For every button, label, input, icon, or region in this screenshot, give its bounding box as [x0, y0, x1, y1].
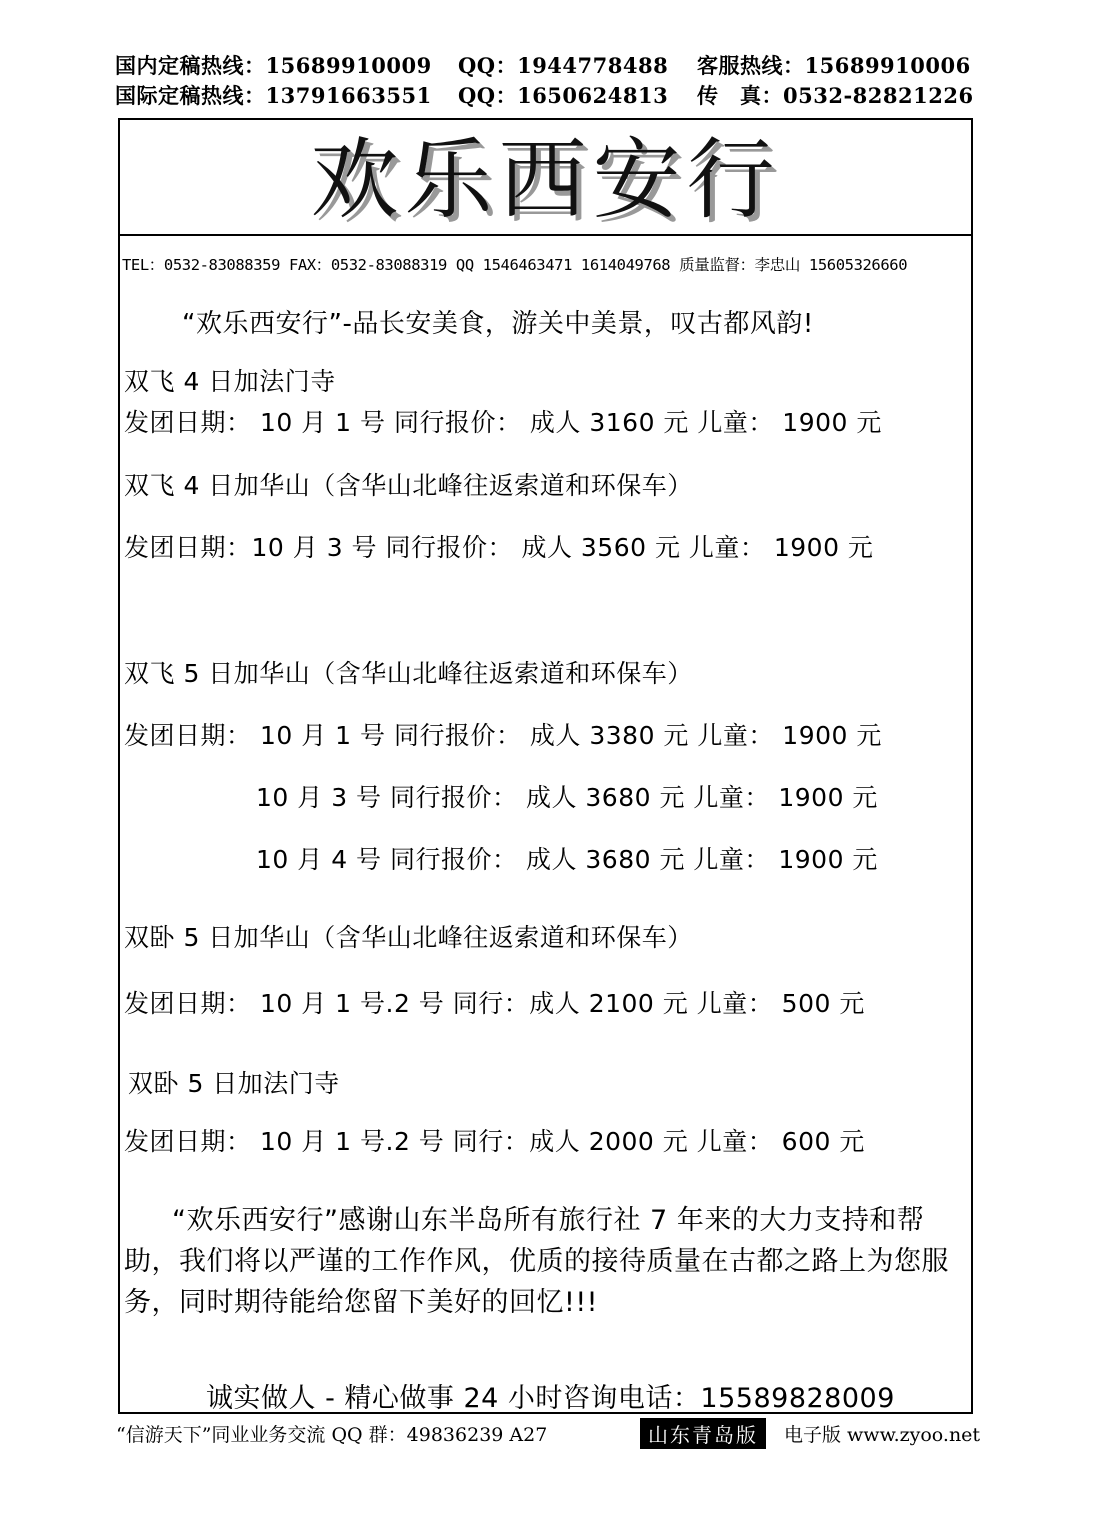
- contact-line: TEL：0532-83088359 FAX：0532-83088319 QQ 1546463471 1614049768 质量监督：李忠山 15605326660: [122, 256, 908, 274]
- footer: [116, 1418, 981, 1447]
- departure-row: 10 月 4 号 同行报价： 成人 3680 元 儿童： 1900 元: [256, 845, 878, 874]
- departure-row: 发团日期： 10 月 1 号 同行报价： 成人 3160 元 儿童： 1900 元: [124, 408, 882, 437]
- advertisement-frame: [118, 118, 973, 1414]
- edition-badge: 山东青岛版: [640, 1418, 766, 1449]
- footer-qq-group: “信游天下”同业业务交流 QQ 群：49836239 A27: [116, 1424, 548, 1446]
- tour-name-1: 双飞 4 日加法门寺: [124, 367, 336, 396]
- tour-name-4: 双卧 5 日加华山（含华山北峰往返索道和环保车）: [124, 923, 693, 952]
- service-hotline: 客服热线：15689910006: [697, 53, 971, 78]
- departure-row: 发团日期： 10 月 1 号.2 号 同行：成人 2000 元 儿童： 600 元: [124, 1127, 865, 1156]
- ad-title: 欢乐西安行: [120, 124, 971, 236]
- closing-paragraph: “欢乐西安行”感谢山东半岛所有旅行社 7 年来的大力支持和帮助，我们将以严谨的工作作风，优质的接待质量在古都之路上为您服务，同时期待能给您留下美好的回忆!!!: [124, 1205, 949, 1318]
- qq-number-2: QQ：1650624813: [458, 83, 669, 108]
- tour-name-3: 双飞 5 日加华山（含华山北峰往返索道和环保车）: [124, 659, 693, 688]
- motto-and-phone: 诚实做人 - 精心做事 24 小时咨询电话：15589828009: [206, 1383, 895, 1414]
- tour-name-2: 双飞 4 日加华山（含华山北峰往返索道和环保车）: [124, 471, 693, 500]
- departure-row: 发团日期： 10 月 1 号.2 号 同行：成人 2100 元 儿童： 500 元: [124, 989, 865, 1018]
- departure-row: 发团日期：10 月 3 号 同行报价： 成人 3560 元 儿童： 1900 元: [124, 533, 874, 562]
- qq-number-1: QQ：1944778488: [458, 53, 669, 78]
- international-hotline: 国际定稿热线：13791663551: [115, 83, 432, 108]
- departure-row: 10 月 3 号 同行报价： 成人 3680 元 儿童： 1900 元: [256, 783, 878, 812]
- slogan: “欢乐西安行”-品长安美食，游关中美景，叹古都风韵!: [182, 309, 814, 339]
- tour-name-5: 双卧 5 日加法门寺: [128, 1069, 340, 1098]
- fax-number: 传 真：0532-82821226: [697, 83, 974, 108]
- domestic-hotline: 国内定稿热线：15689910009: [115, 53, 432, 78]
- departure-row: 发团日期： 10 月 1 号 同行报价： 成人 3380 元 儿童： 1900 元: [124, 721, 882, 750]
- footer-website[interactable]: 电子版 www.zyoo.net: [784, 1424, 981, 1446]
